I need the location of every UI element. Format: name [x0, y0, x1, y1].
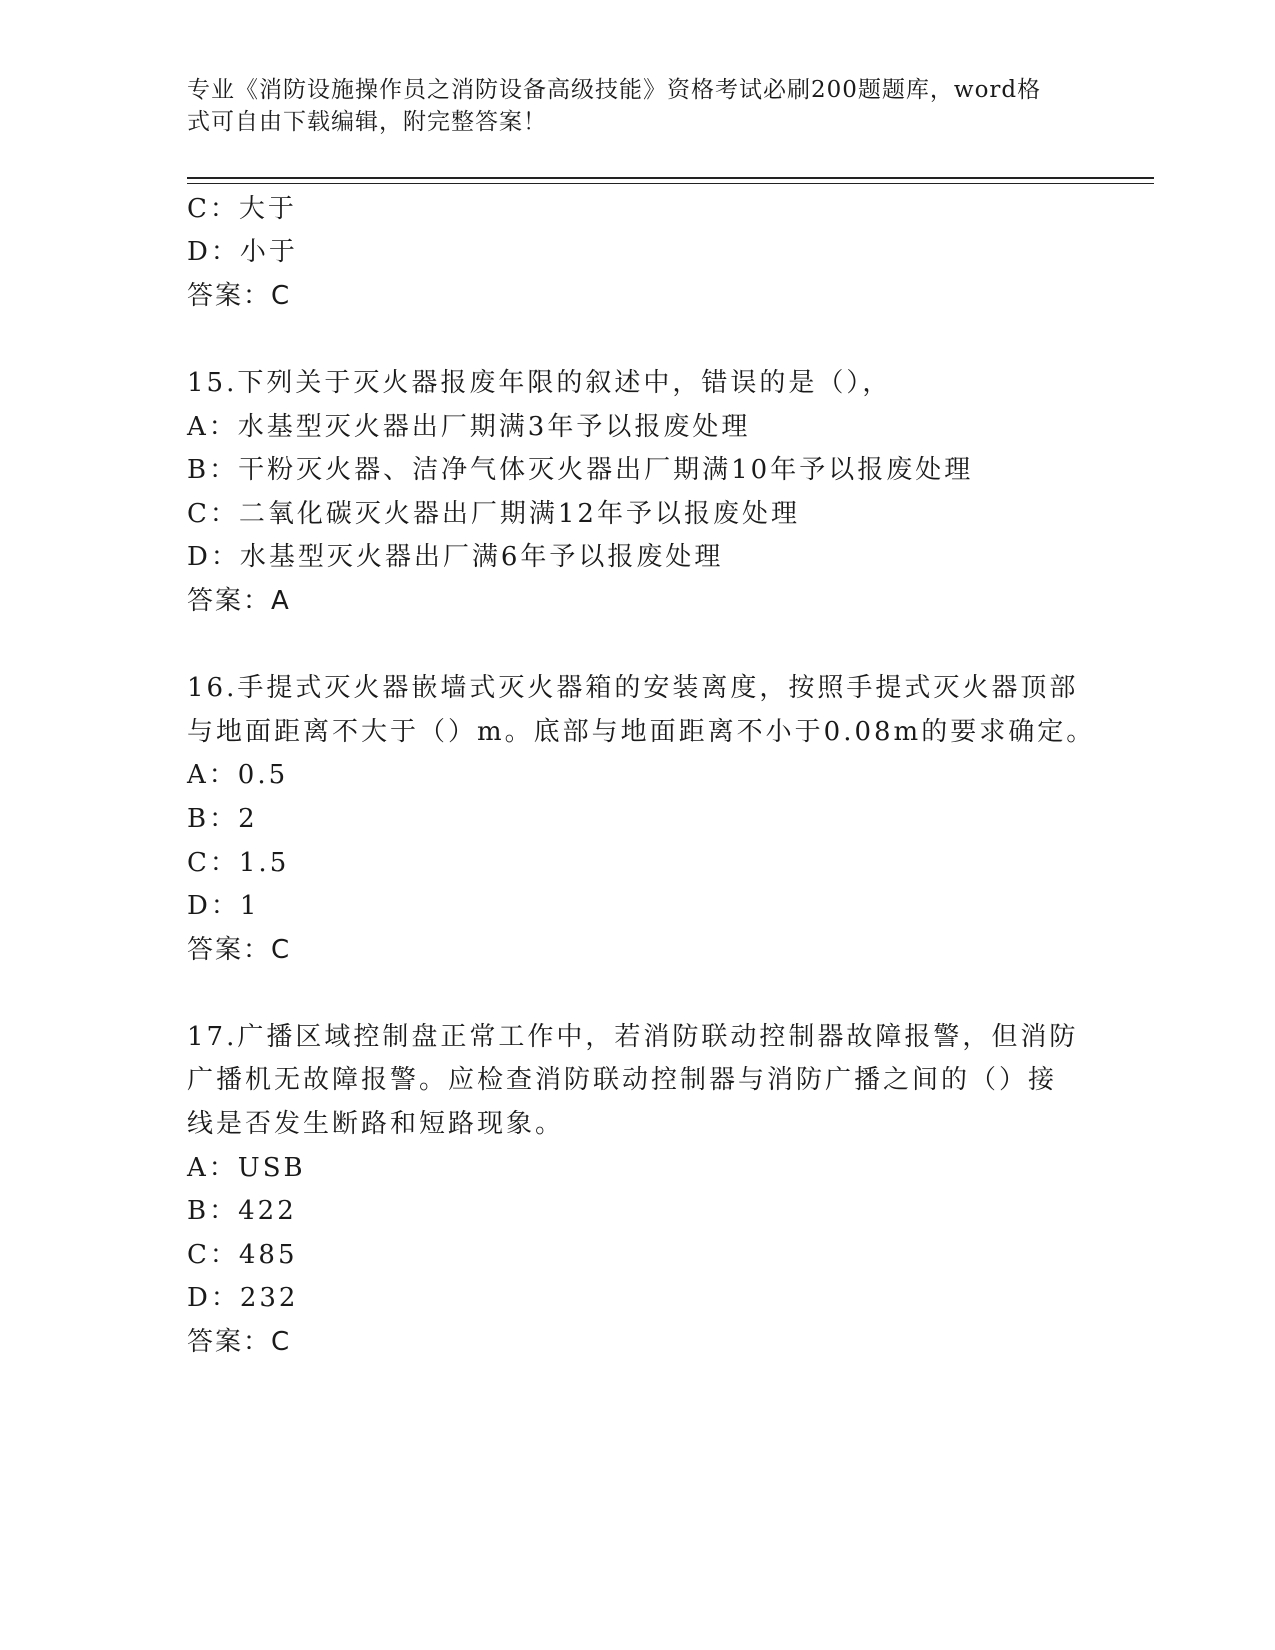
question-15-option-d: D：水基型灭火器出厂满6年予以报废处理 — [187, 542, 724, 572]
question-17-stem-line-1: 17.广播区域控制盘正常工作中，若消防联动控制器故障报警，但消防 — [187, 1022, 1079, 1052]
question-17-option-b: B：422 — [187, 1196, 297, 1226]
answer-line: 答案：C — [187, 281, 292, 311]
option-c: C：大于 — [187, 194, 297, 224]
question-15-stem: 15.下列关于灭火器报废年限的叙述中，错误的是（）， — [187, 368, 892, 398]
question-17-option-d: D：232 — [187, 1283, 299, 1313]
question-16-stem-line-1: 16.手提式灭火器嵌墙式灭火器箱的安装离度，按照手提式灭火器顶部 — [187, 673, 1079, 703]
question-17-stem-line-3: 线是否发生断路和短路现象。 — [187, 1109, 565, 1139]
header-line-1: 专业《消防设施操作员之消防设备高级技能》资格考试必刷200题题库，word格 — [187, 77, 1042, 103]
question-17-stem-line-2: 广播机无故障报警。应检查消防联动控制器与消防广播之间的（）接 — [187, 1065, 1058, 1095]
question-16-option-a: A：0.5 — [187, 760, 289, 790]
question-17-option-c: C：485 — [187, 1240, 298, 1270]
question-16-answer: 答案：C — [187, 935, 292, 965]
header-divider-thin — [187, 183, 1154, 184]
question-15-option-a: A：水基型灭火器出厂期满3年予以报废处理 — [187, 412, 751, 442]
question-15-answer: 答案：A — [187, 586, 291, 616]
question-17-answer: 答案：C — [187, 1327, 292, 1357]
question-17-option-a: A：USB — [187, 1153, 306, 1183]
question-16-option-b: B：2 — [187, 804, 258, 834]
question-16-option-c: C：1.5 — [187, 848, 290, 878]
question-15-option-c: C：二氧化碳灭火器出厂期满12年予以报废处理 — [187, 499, 800, 529]
question-16-option-d: D：1 — [187, 891, 260, 921]
question-15-option-b: B：干粉灭火器、洁净气体灭火器出厂期满10年予以报废处理 — [187, 455, 974, 485]
option-d: D：小于 — [187, 237, 298, 267]
header-divider-thick — [187, 177, 1154, 179]
document-header — [187, 74, 1067, 138]
question-16-stem-line-2: 与地面距离不大于（）m。底部与地面距离不小于0.08m的要求确定。 — [187, 717, 1096, 747]
header-line-2: 式可自由下载编辑，附完整答案！ — [187, 109, 547, 135]
